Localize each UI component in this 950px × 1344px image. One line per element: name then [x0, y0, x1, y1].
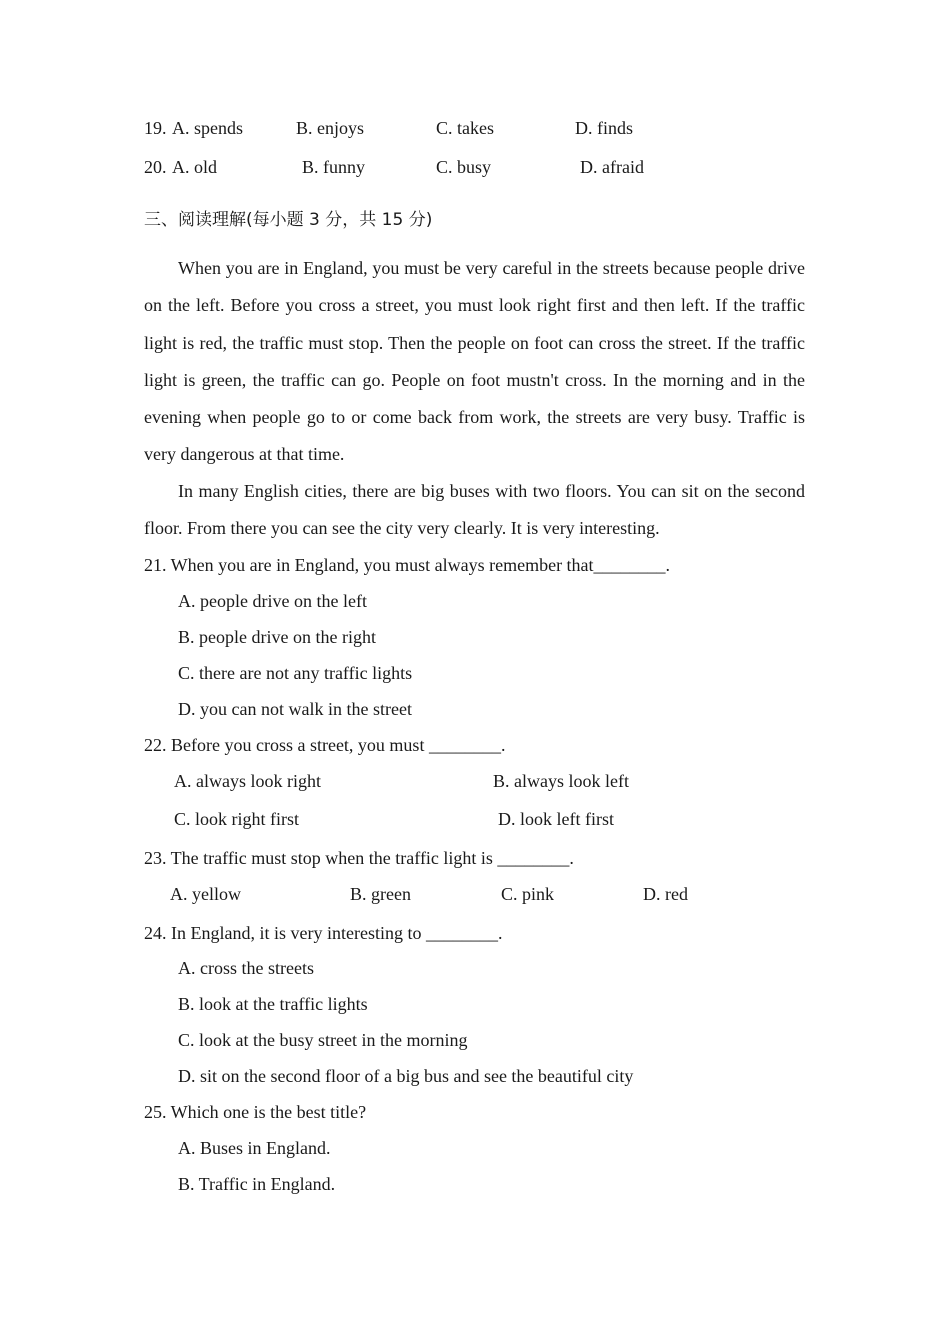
question-24-stem: 24. In England, it is very interesting to ________. [144, 923, 503, 943]
question-20-option-d: D. afraid [580, 157, 644, 177]
question-20-option-b: B. funny [302, 157, 365, 177]
question-19-option-d: D. finds [575, 118, 633, 138]
question-21-option-a: A. people drive on the left [178, 591, 367, 611]
question-21-option-d: D. you can not walk in the street [178, 699, 412, 719]
passage-paragraph-2: In many English cities, there are big buses with two floors. You can sit on the second floor. From there you can see the city very clearly. It is very interesting. [144, 481, 805, 539]
question-22-option-a: A. always look right [174, 771, 321, 791]
question-23-option-c: C. pink [501, 884, 555, 904]
question-24-option-d: D. sit on the second floor of a big bus and see the beautiful city [178, 1066, 634, 1086]
question-22-stem: 22. Before you cross a street, you must ________. [144, 735, 506, 755]
question-20-number: 20. [144, 157, 167, 177]
passage-paragraph-1: When you are in England, you must be very careful in the streets because people drive on the left. Before you cross a street, you must look right first and then left. If the traffic light is red, the traffic must stop. Then the people on foot can cross the street. If the traffic light is green, the traffic can go. People on foot mustn't cross. In the morning and in the evening when people go to or come back from work, the streets are very busy. Traffic is very dangerous at that time. [144, 258, 805, 465]
question-22-option-b: B. always look left [493, 771, 629, 791]
section-3-heading: 三、阅读理解(每小题 3 分，共 15 分) [144, 210, 433, 230]
question-22-option-d: D. look left first [498, 809, 614, 829]
question-21-option-c: C. there are not any traffic lights [178, 663, 413, 683]
question-21-option-b: B. people drive on the right [178, 627, 376, 647]
question-25-option-a: A. Buses in England. [178, 1138, 331, 1158]
question-23-option-b: B. green [350, 884, 411, 904]
question-20-option-c: C. busy [436, 157, 492, 177]
question-23-option-a: A. yellow [170, 884, 241, 904]
question-19-option-b: B. enjoys [296, 118, 365, 138]
question-24-option-b: B. look at the traffic lights [178, 994, 368, 1014]
question-19-number: 19. [144, 118, 167, 138]
question-21-stem: 21. When you are in England, you must always remember that________. [144, 555, 671, 575]
question-22-option-c: C. look right first [174, 809, 299, 829]
question-23-stem: 23. The traffic must stop when the traffic light is ________. [144, 848, 574, 868]
question-25-option-b: B. Traffic in England. [178, 1174, 336, 1194]
question-24-option-c: C. look at the busy street in the morning [178, 1030, 468, 1050]
question-19-option-c: C. takes [436, 118, 494, 138]
question-25-stem: 25. Which one is the best title? [144, 1102, 367, 1122]
question-20-option-a: A. old [172, 157, 217, 177]
question-19-option-a: A. spends [172, 118, 243, 138]
question-23-option-d: D. red [643, 884, 688, 904]
question-24-option-a: A. cross the streets [178, 958, 314, 978]
